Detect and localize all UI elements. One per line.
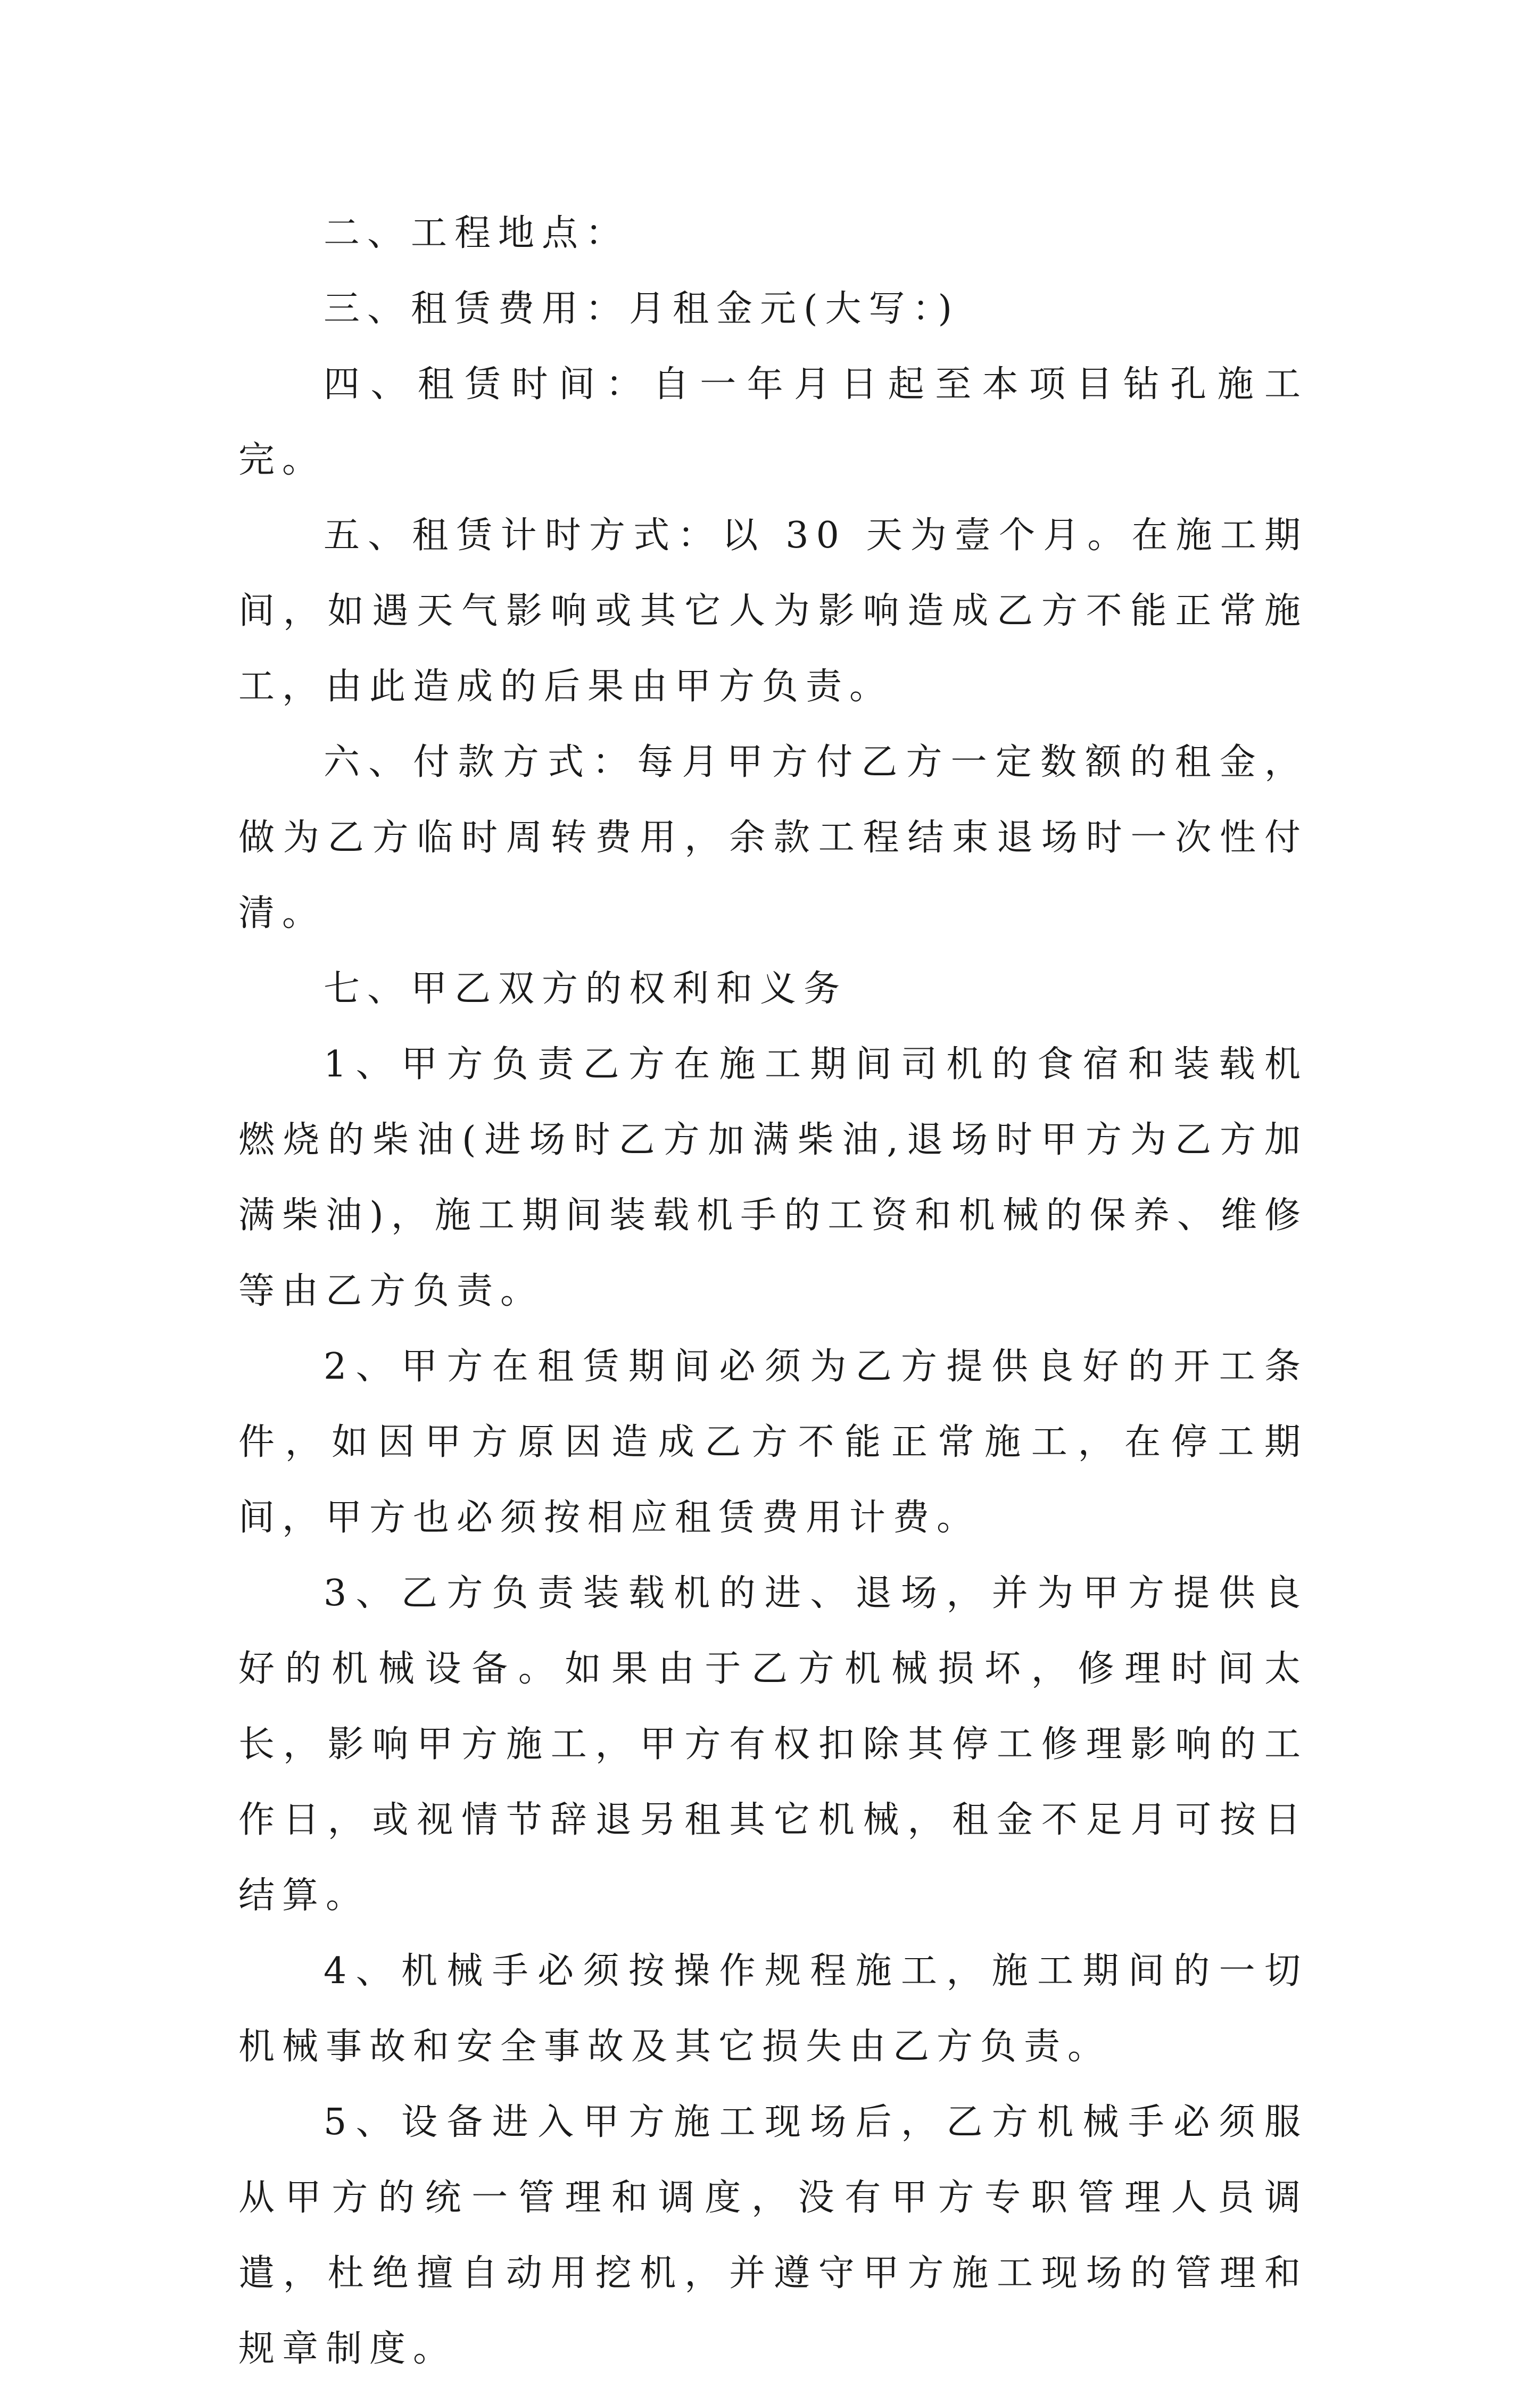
clause-item-5: 5、设备进入甲方施工现场后，乙方机械手必须服从甲方的统一管理和调度，没有甲方专职管理人员调遣，杜绝擅自动用挖机，并遵守甲方施工现场的管理和规章制度。 — [238, 2101, 1308, 2370]
clause-payment-method: 六、付款方式：每月甲方付乙方一定数额的租金，做为乙方临时周转费用，余款工程结束退场时一次性付清。 — [238, 741, 1308, 934]
clause-rental-period: 四、租赁时间：自一年月日起至本项目钻孔施工完。 — [238, 363, 1308, 481]
clause-rights-obligations-heading: 七、甲乙双方的权利和义务 — [324, 968, 848, 1010]
clause-project-location: 二、工程地点： — [324, 212, 630, 254]
clause-item-4: 4、机械手必须按操作规程施工，施工期间的一切机械事故和安全事故及其它损失由乙方负责。 — [238, 1950, 1308, 2068]
clause-item-3: 3、乙方负责装载机的进、退场，并为甲方提供良好的机械设备。如果由于乙方机械损坏，修理时间太长，影响甲方施工，甲方有权扣除其停工修理影响的工作日，或视情节辞退另租其它机械，租金不足月可按日结算。 — [238, 1572, 1308, 1917]
clause-item-2: 2、甲方在租赁期间必须为乙方提供良好的开工条件，如因甲方原因造成乙方不能正常施工，在停工期间，甲方也必须按相应租赁费用计费。 — [238, 1346, 1308, 1539]
clause-item-1: 1、甲方负责乙方在施工期间司机的食宿和装载机燃烧的柴油(进场时乙方加满柴油,退场时甲方为乙方加满柴油)，施工期间装载机手的工资和机械的保养、维修等由乙方负责。 — [238, 1043, 1308, 1312]
document-body — [238, 196, 1308, 2387]
clause-timing-method: 五、租赁计时方式：以 30 天为壹个月。在施工期间，如遇天气影响或其它人为影响造成乙方不能正常施工，由此造成的后果由甲方负责。 — [238, 515, 1308, 708]
clause-rental-fee: 三、租赁费用：月租金元(大写：) — [324, 288, 960, 330]
